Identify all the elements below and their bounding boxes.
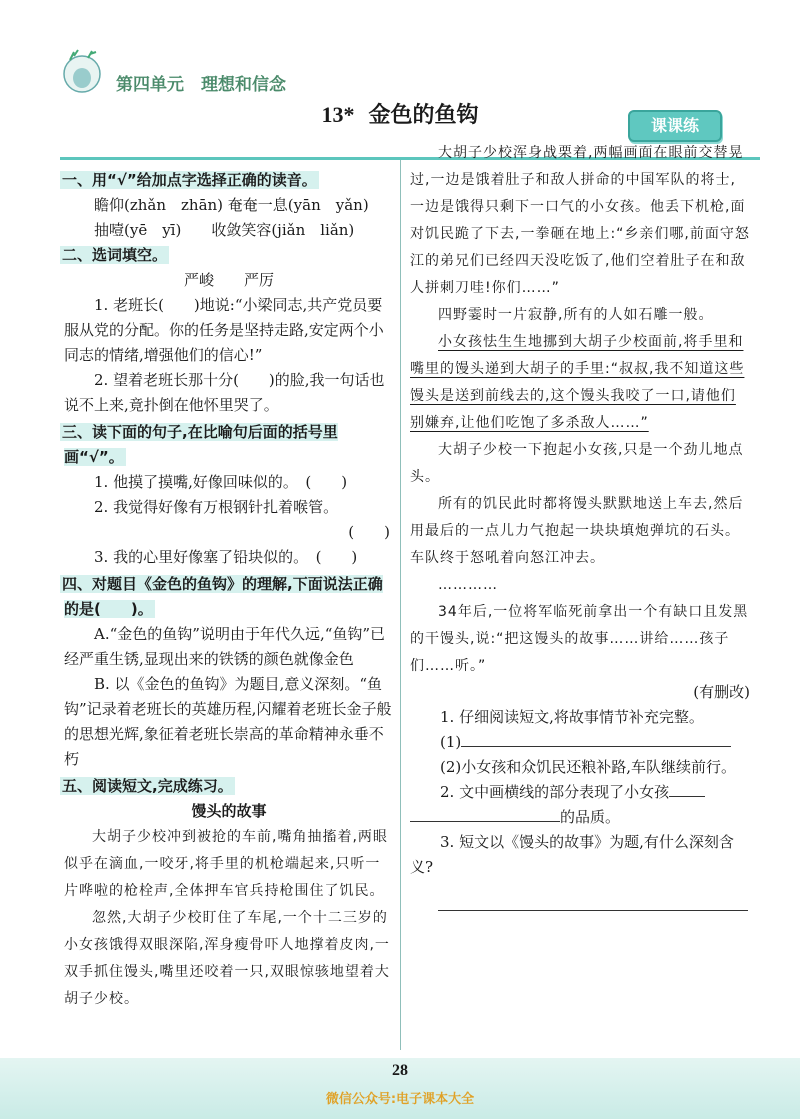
practice-sign: 课课练 [628, 110, 722, 142]
story-paragraph-3: 大胡子少校浑身战栗着,两幅画面在眼前交替晃过,一边是饿着肚子和敌人拼命的中国军队的将士,一边是饿得只剩下一口气的小女孩。他丢下机枪,面对饥民跪了下去,一拳砸在地上:“乡亲们哪,前面守怒江的弟兄们已经四天没吃饭了,他们空着肚子在和敌人拼刺刀哇!你们……” [410, 145, 750, 296]
story-paragraph-4: 四野霎时一片寂静,所有的人如石雕一般。 [438, 307, 714, 323]
option-b: B. 以《金色的鱼钩》为题目,意义深刻。“鱼钩”记录着老班长的英雄历程,闪耀着老班长金子般的思想光辉,象征着老班长崇高的革命精神永垂不朽 [64, 675, 392, 768]
story-paragraph-6: 大胡子少校一下抱起小女孩,只是一个劲儿地点头。 [410, 442, 744, 485]
answer-blank-4[interactable] [438, 910, 748, 911]
section-4-heading: 四、对题目《金色的鱼钩》的理解,下面说法正确的是( )。 [62, 575, 383, 618]
simile-question-2-bracket: ( ) [348, 523, 390, 541]
section-1-heading: 一、用“√”给加点字选择正确的读音。 [62, 171, 317, 189]
answer-blank-3[interactable] [410, 821, 560, 822]
question-3-answer [410, 894, 750, 919]
word-choices: 严峻 严厉 [183, 271, 274, 289]
left-column [64, 168, 394, 1013]
pinyin-line-2: 抽噎(yē yī) 收敛笑容(jiǎn liǎn) [94, 221, 355, 239]
page-number: 28 [392, 1062, 408, 1079]
lesson-number: 13* [321, 102, 355, 127]
answer-blank-1[interactable] [461, 746, 731, 747]
question-2: 2. 文中画横线的部分表现了小女孩 [410, 780, 750, 805]
fill-question-2: 2. 望着老班长那十分( )的脸,我一句话也说不上来,竟扑倒在他怀里哭了。 [64, 371, 385, 414]
deer-logo-icon [58, 48, 104, 98]
story-paragraph-8: 34年后,一位将军临死前拿出一个有缺口且发黑的干馒头,说:“把这馒头的故事……讲给……孩子们……听。” [410, 604, 749, 674]
answer-blank-2[interactable] [669, 796, 705, 797]
underlined-paragraph: 小女孩怯生生地挪到大胡子少校面前,将手里和嘴里的馒头递到大胡子的手里:“叔叔,我不知道这些馒头是送到前线去的,这个馒头我咬了一口,请他们别嫌弃,让他们吃饱了多杀敌人……” [410, 334, 745, 431]
fill-question-1: 1. 老班长( )地说:“小梁同志,共产党员要服从党的分配。你的任务是坚持走路,安定两个小同志的情绪,增强他们的信心!” [64, 296, 384, 364]
story-title: 馒头的故事 [191, 802, 267, 820]
question-2-end: 的品质。 [410, 805, 750, 830]
right-column [410, 140, 750, 919]
section-3-heading: 三、读下面的句子,在比喻句后面的括号里画“√”。 [62, 423, 338, 466]
simile-question-2: 2. 我觉得好像有万根钢针扎着喉管。 [94, 498, 339, 516]
story-paragraph-2: 忽然,大胡子少校盯住了车尾,一个十二三岁的小女孩饿得双眼深陷,浑身瘦骨吓人地撑着皮肉,一双手抓住馒头,嘴里还咬着一只,双眼惊骇地望着大胡子少校。 [64, 910, 390, 1007]
question-1: 1. 仔细阅读短文,将故事情节补充完整。 [440, 708, 704, 726]
ellipsis-line: ………… [438, 577, 498, 593]
source-note: (有删改) [693, 683, 750, 701]
simile-question-1: 1. 他摸了摸嘴,好像回味似的。 ( ) [94, 473, 348, 491]
section-2-heading: 二、选词填空。 [62, 246, 168, 264]
story-paragraph-7: 所有的饥民此时都将馒头默默地送上车去,然后用最后的一点儿力气抱起一块块填炮弹坑的石头。车队终于怒吼着向怒江冲去。 [410, 496, 744, 566]
section-5-heading: 五、阅读短文,完成练习。 [62, 777, 233, 795]
column-divider [400, 160, 401, 1050]
question-1-part-1: (1) [410, 730, 750, 755]
question-1-part-2: (2)小女孩和众饥民还粮补路,车队继续前行。 [440, 758, 737, 776]
option-a: A.“金色的鱼钩”说明由于年代久远,“鱼钩”已经严重生锈,显现出来的铁锈的颜色就像金色 [64, 625, 386, 668]
wechat-watermark: 微信公众号:电子课本大全 [325, 1092, 475, 1107]
pinyin-line-1: 瞻仰(zhǎn zhān) 奄奄一息(yān yǎn) [94, 196, 369, 214]
simile-question-3: 3. 我的心里好像塞了铅块似的。 ( ) [94, 548, 358, 566]
lesson-title: 金色的鱼钩 [368, 103, 479, 128]
story-paragraph-1: 大胡子少校冲到被抢的车前,嘴角抽搐着,两眼似乎在滴血,一咬牙,将手里的机枪端起来,只听一片哗啦的枪栓声,全体押车官兵持枪围住了饥民。 [64, 829, 388, 899]
unit-label: 第四单元 理想和信念 [116, 75, 286, 95]
question-3: 3. 短文以《馒头的故事》为题,有什么深刻含义? [410, 833, 734, 876]
